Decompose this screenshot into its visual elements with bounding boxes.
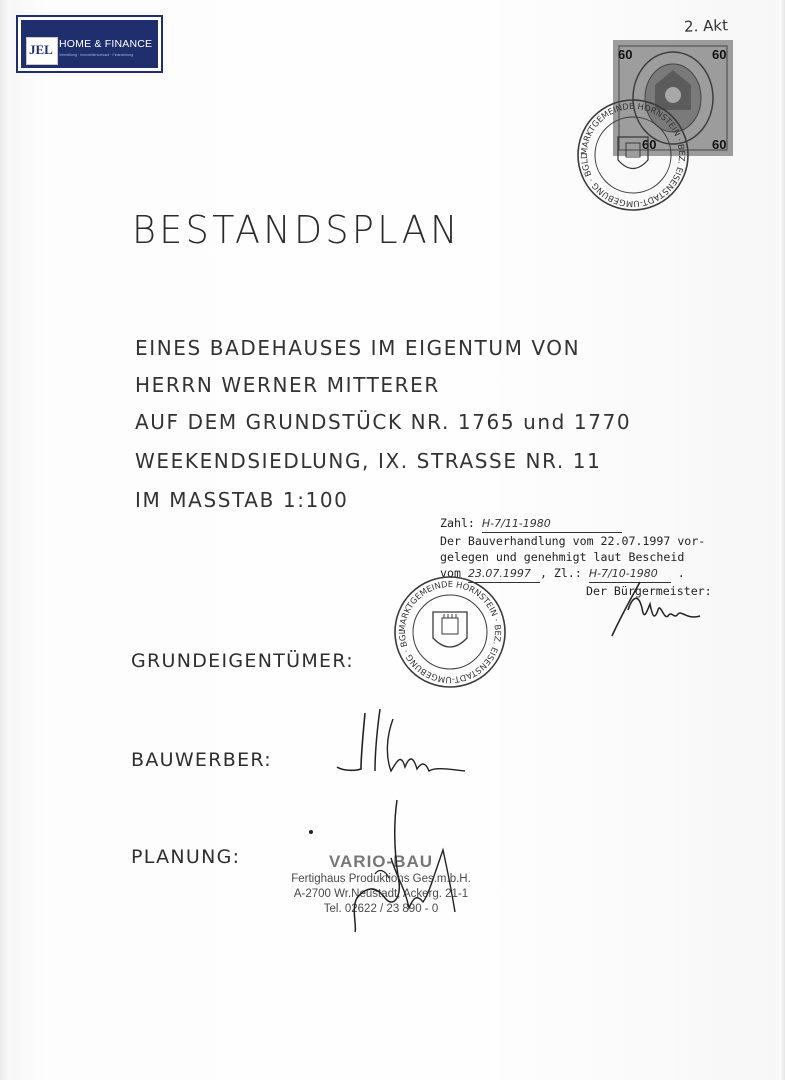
vom-label: vom	[440, 566, 461, 580]
description-line-2: HERRN WERNER MITTERER	[135, 373, 440, 397]
applicant-signature	[335, 705, 475, 780]
company-logo	[16, 15, 163, 73]
stamp-value-top-left	[616, 44, 646, 64]
svg-text:MARKTGEMEINDE HORNSTEIN · BEZ.	[572, 87, 687, 209]
seal-middle-text: MARKTGEMEINDE HORNSTEIN · BEZ. EISENSTADT-UMGEBUNG · BGLD.	[381, 564, 504, 686]
planning-label: PLANUNG:	[131, 846, 241, 868]
company-name: VARIO-BAU	[328, 852, 434, 871]
company-line-1: Fertighaus Produktions Ges.m.b.H.	[291, 873, 471, 885]
zahl-field	[482, 515, 622, 533]
municipal-seal-top	[571, 87, 693, 215]
approval-line-2: gelegen und genehmigt laut Bescheid	[440, 550, 685, 564]
planning-signature	[305, 798, 475, 938]
stamp-value-br: 60	[712, 137, 727, 152]
stamp-value-bottom-right	[710, 134, 740, 154]
zahl-value: H-7/11-1980	[481, 517, 551, 530]
document-title: BESTANDSPLAN	[132, 208, 461, 252]
page-shadow-left	[0, 0, 10, 1080]
description-line-3: AUF DEM GRUNDSTÜCK NR. 1765 und 1770	[135, 410, 632, 434]
logo-mark	[26, 37, 58, 65]
applicant-label: BAUWERBER:	[131, 749, 272, 771]
logo-name: HOME & FINANCE	[59, 38, 153, 50]
stamp-value-tl: 60	[618, 47, 633, 62]
company-line-3: Tel. 02622 / 23 890 - 0	[323, 903, 439, 915]
approval-zahl-row	[440, 515, 712, 533]
vom-value: 23.07.1997	[467, 567, 531, 580]
description-line-5: IM MASSTAB 1:100	[135, 488, 349, 512]
mayor-signature	[600, 580, 710, 640]
logo-background	[21, 20, 158, 68]
logo-tagline: Vermittlung · Immobilienverkauf · Finanzierung	[59, 53, 134, 57]
description-line-4: WEEKENDSIEDLUNG, IX. STRASSE NR. 11	[135, 449, 602, 473]
page-shadow-right	[779, 0, 785, 1080]
logo-mark-text: JEL	[29, 42, 53, 57]
handwritten-note: 2. Akt	[683, 16, 729, 36]
stamp-value-tr: 60	[712, 47, 727, 62]
approval-signer: Der Bürgermeister:	[586, 584, 712, 598]
approval-end: .	[677, 566, 685, 580]
company-line-2: A-2700 Wr.Neustadt, Ackerg. 21-1	[293, 888, 469, 900]
zl-label: , Zl.:	[539, 566, 582, 580]
description-line-1: EINES BADEHAUSES IM EIGENTUM VON	[135, 336, 581, 360]
zl-value: H-7/10-1980	[588, 567, 658, 580]
owner-label: GRUNDEIGENTÜMER:	[131, 650, 354, 672]
stamp-value-top-right	[710, 44, 740, 64]
stamp-value-bl: 60	[642, 137, 657, 152]
seal-top-text: MARKTGEMEINDE HORNSTEIN · BEZ. EISENSTADT-UMGEBUNG · BGLD.	[571, 87, 688, 210]
approval-line-1: Der Bauverhandlung vom 22.07.1997 vor-	[440, 534, 706, 548]
zahl-label: Zahl:	[440, 516, 475, 530]
